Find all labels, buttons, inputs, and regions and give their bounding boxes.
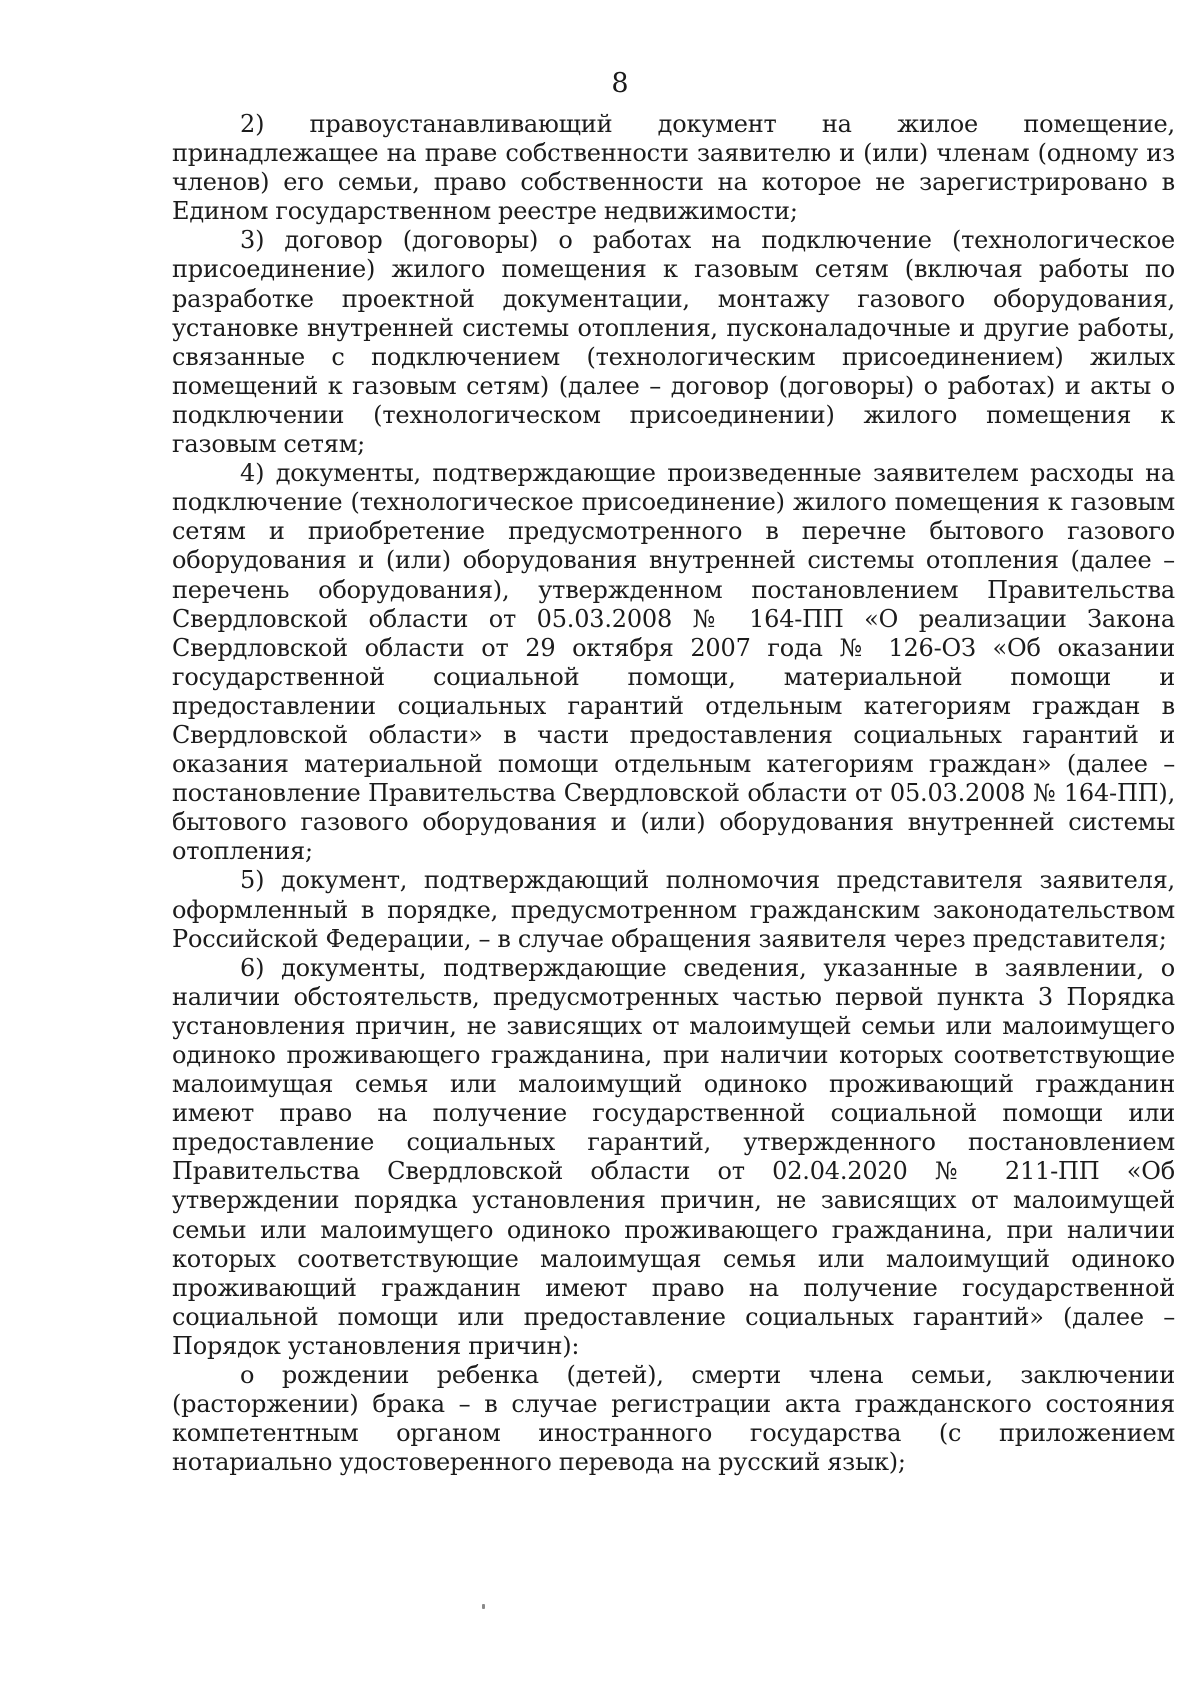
paragraph-item-2: 2) правоустанавливающий документ на жилое помещение, принадлежащее на праве собственности заявителю и (или) членам (одному из членов) его семьи, право собственности на которое не зарегистрировано в Едином государственном реестре недвижимости; xyxy=(172,110,1175,226)
paragraph-item-4: 4) документы, подтверждающие произведенные заявителем расходы на подключение (технологическое присоединение) жилого помещения к газовым сетям и приобретение предусмотренного в перечне бытового газового оборудования и (или) оборудования внутренней системы отопления (далее – перечень оборудования), утвержденном постановлением Правительства Свердловской области от 05.03.2008 № 164-ПП «О реализации Закона Свердловской области от 29 октября 2007 года № 126-ОЗ «Об оказании государственной социальной помощи, материальной помощи и предоставлении социальных гарантий отдельным категориям граждан в Свердловской области» в части предоставления социальных гарантий и оказания материальной помощи отдельным категориям граждан» (далее – постановление Правительства Свердловской области от 05.03.2008 № 164-ПП), бытового газового оборудования и (или) оборудования внутренней системы отопления; xyxy=(172,459,1175,866)
paragraph-subitem-birth-death-marriage: о рождении ребенка (детей), смерти члена семьи, заключении (расторжении) брака – в случае регистрации акта гражданского состояния компетентным органом иностранного государства (с приложением нотариально удостоверенного перевода на русский язык); xyxy=(172,1361,1175,1477)
paragraph-item-3: 3) договор (договоры) о работах на подключение (технологическое присоединение) жилого помещения к газовым сетям (включая работы по разработке проектной документации, монтажу газового оборудования, установке внутренней системы отопления, пусконаладочные и другие работы, связанные с подключением (технологическим присоединением) жилых помещений к газовым сетям) (далее – договор (договоры) о работах) и акты о подключении (технологическом присоединении) жилого помещения к газовым сетям; xyxy=(172,226,1175,459)
paragraph-item-5: 5) документ, подтверждающий полномочия представителя заявителя, оформленный в порядке, предусмотренном гражданским законодательством Российской Федерации, – в случае обращения заявителя через представителя; xyxy=(172,866,1175,953)
scan-speck xyxy=(482,1604,485,1609)
document-body xyxy=(172,110,1175,1477)
paragraph-item-6: 6) документы, подтверждающие сведения, указанные в заявлении, о наличии обстоятельств, предусмотренных частью первой пункта 3 Порядка установления причин, не зависящих от малоимущей семьи или малоимущего одиноко проживающего гражданина, при наличии которых соответствующие малоимущая семья или малоимущий одиноко проживающий гражданин имеют право на получение государственной социальной помощи или предоставление социальных гарантий, утвержденного постановлением Правительства Свердловской области от 02.04.2020 № 211-ПП «Об утверждении порядка установления причин, не зависящих от малоимущей семьи или малоимущего одиноко проживающего гражданина, при наличии которых соответствующие малоимущая семья или малоимущий одиноко проживающий гражданин имеют право на получение государственной социальной помощи или предоставление социальных гарантий» (далее – Порядок установления причин): xyxy=(172,953,1175,1360)
page-number: 8 xyxy=(611,68,629,99)
